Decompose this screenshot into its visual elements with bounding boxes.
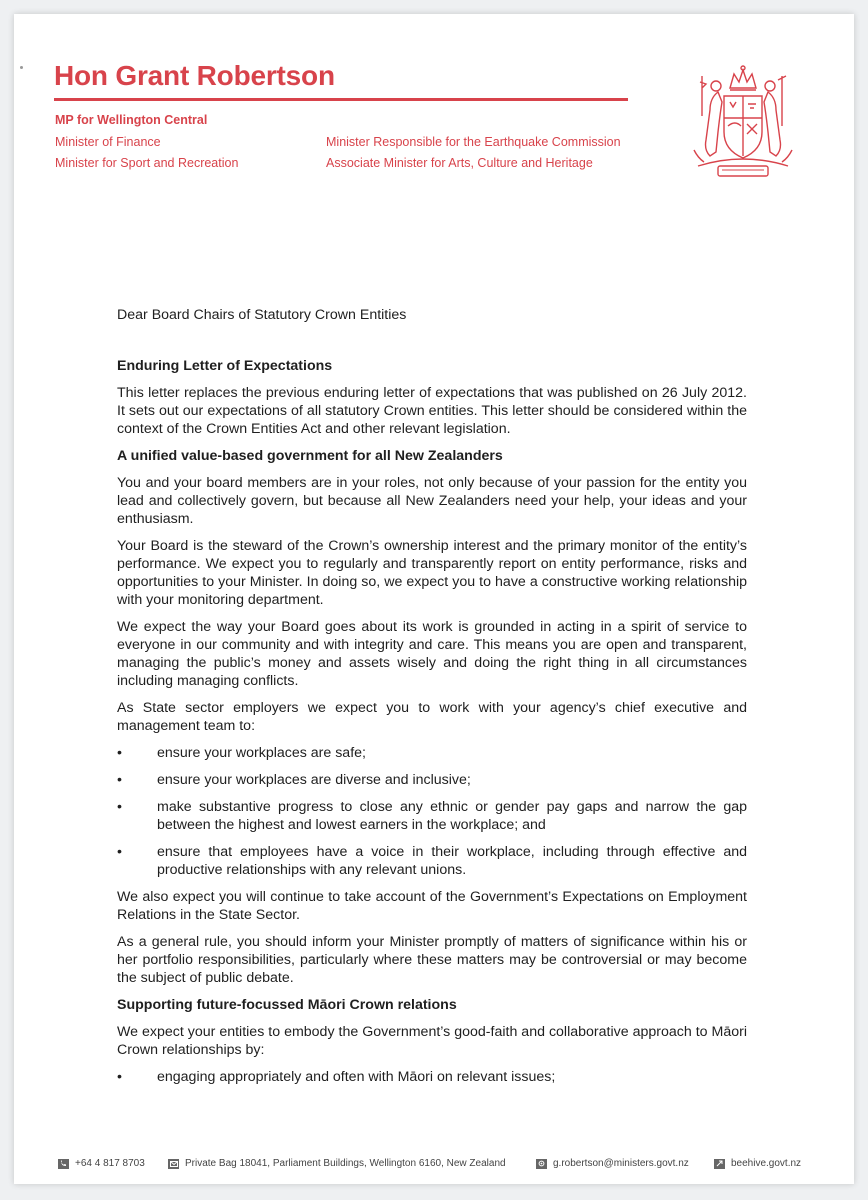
footer-address: Private Bag 18041, Parliament Buildings, Wellington 6160, New Zealand (168, 1158, 506, 1169)
letterhead-subtitle: MP for Wellington Central (55, 113, 208, 127)
paragraph: We expect the way your Board goes about its work is grounded in acting in a spirit of service to everyone in our community and with integrity and care. This means you are open and transparent, managing the public’s money and assets wisely and doing the right thing in all circumstances including managing conflicts. (117, 619, 747, 689)
phone-icon (58, 1159, 69, 1169)
letterhead-rule (54, 98, 628, 101)
list-item: • make substantive progress to close any ethnic or gender pay gaps and narrow the gap between the highest and lowest earners in the workplace; and (117, 798, 747, 834)
email-icon (536, 1159, 547, 1169)
role-left-2: Minister for Sport and Recreation (55, 156, 239, 170)
paragraph: As State sector employers we expect you to work with your agency’s chief executive and management team to: (117, 700, 747, 734)
web-icon (714, 1159, 725, 1169)
role-left-1: Minister of Finance (55, 135, 161, 149)
list-item: • ensure that employees have a voice in their workplace, including through effective and productive relationships with any relevant unions. (117, 843, 747, 879)
footer-phone: +64 4 817 8703 (58, 1158, 145, 1169)
mail-icon (168, 1159, 179, 1169)
paragraph: Your Board is the steward of the Crown’s ownership interest and the primary monitor of the entity’s performance. We expect you to regularly and transparently report on entity performance, risks and opportunities to your Minister. In doing so, we expect you to have a constructive working relationship with your monitoring department. (117, 538, 747, 608)
role-right-1: Minister Responsible for the Earthquake Commission (326, 135, 621, 149)
letter-page (14, 14, 854, 1184)
bullet-list (117, 1068, 747, 1086)
section-heading-maori-crown: Supporting future-focussed Māori Crown relations (117, 997, 457, 1013)
section-heading-values: A unified value-based government for all New Zealanders (117, 448, 503, 464)
letter-body (117, 306, 747, 1095)
bullet-list (117, 744, 747, 879)
footer-email: g.robertson@ministers.govt.nz (536, 1158, 689, 1169)
list-item: • engaging appropriately and often with Māori on relevant issues; (117, 1068, 747, 1086)
paragraph: We also expect you will continue to take account of the Government’s Expectations on Employment Relations in the State Sector. (117, 889, 747, 923)
role-right-2: Associate Minister for Arts, Culture and Heritage (326, 156, 593, 170)
paragraph: You and your board members are in your roles, not only because of your passion for the entity you lead and collectively govern, but because all New Zealanders need your help, your ideas and your enthusiasm. (117, 475, 747, 527)
letter-title: Enduring Letter of Expectations (117, 358, 333, 374)
intro-paragraph: This letter replaces the previous enduring letter of expectations that was published on 26 July 2012. It sets out our expectations of all statutory Crown entities. This letter should be considered within the context of the Crown Entities Act and other relevant legislation. (117, 385, 747, 437)
coat-of-arms-icon (678, 62, 808, 186)
paragraph: As a general rule, you should inform your Minister promptly of matters of significance within his or her portfolio responsibilities, particularly where these matters may be controversial or may become the subject of public debate. (117, 934, 747, 986)
salutation: Dear Board Chairs of Statutory Crown Entities (117, 307, 407, 323)
list-item: • ensure your workplaces are diverse and inclusive; (117, 771, 747, 789)
letter-footer (58, 1158, 848, 1176)
footer-website: beehive.govt.nz (714, 1158, 801, 1169)
paragraph: We expect your entities to embody the Government’s good-faith and collaborative approach to Māori Crown relationships by: (117, 1024, 747, 1058)
list-item: • ensure your workplaces are safe; (117, 744, 747, 762)
letterhead-name: Hon Grant Robertson (54, 60, 335, 91)
hole-punch-dot (20, 66, 23, 69)
